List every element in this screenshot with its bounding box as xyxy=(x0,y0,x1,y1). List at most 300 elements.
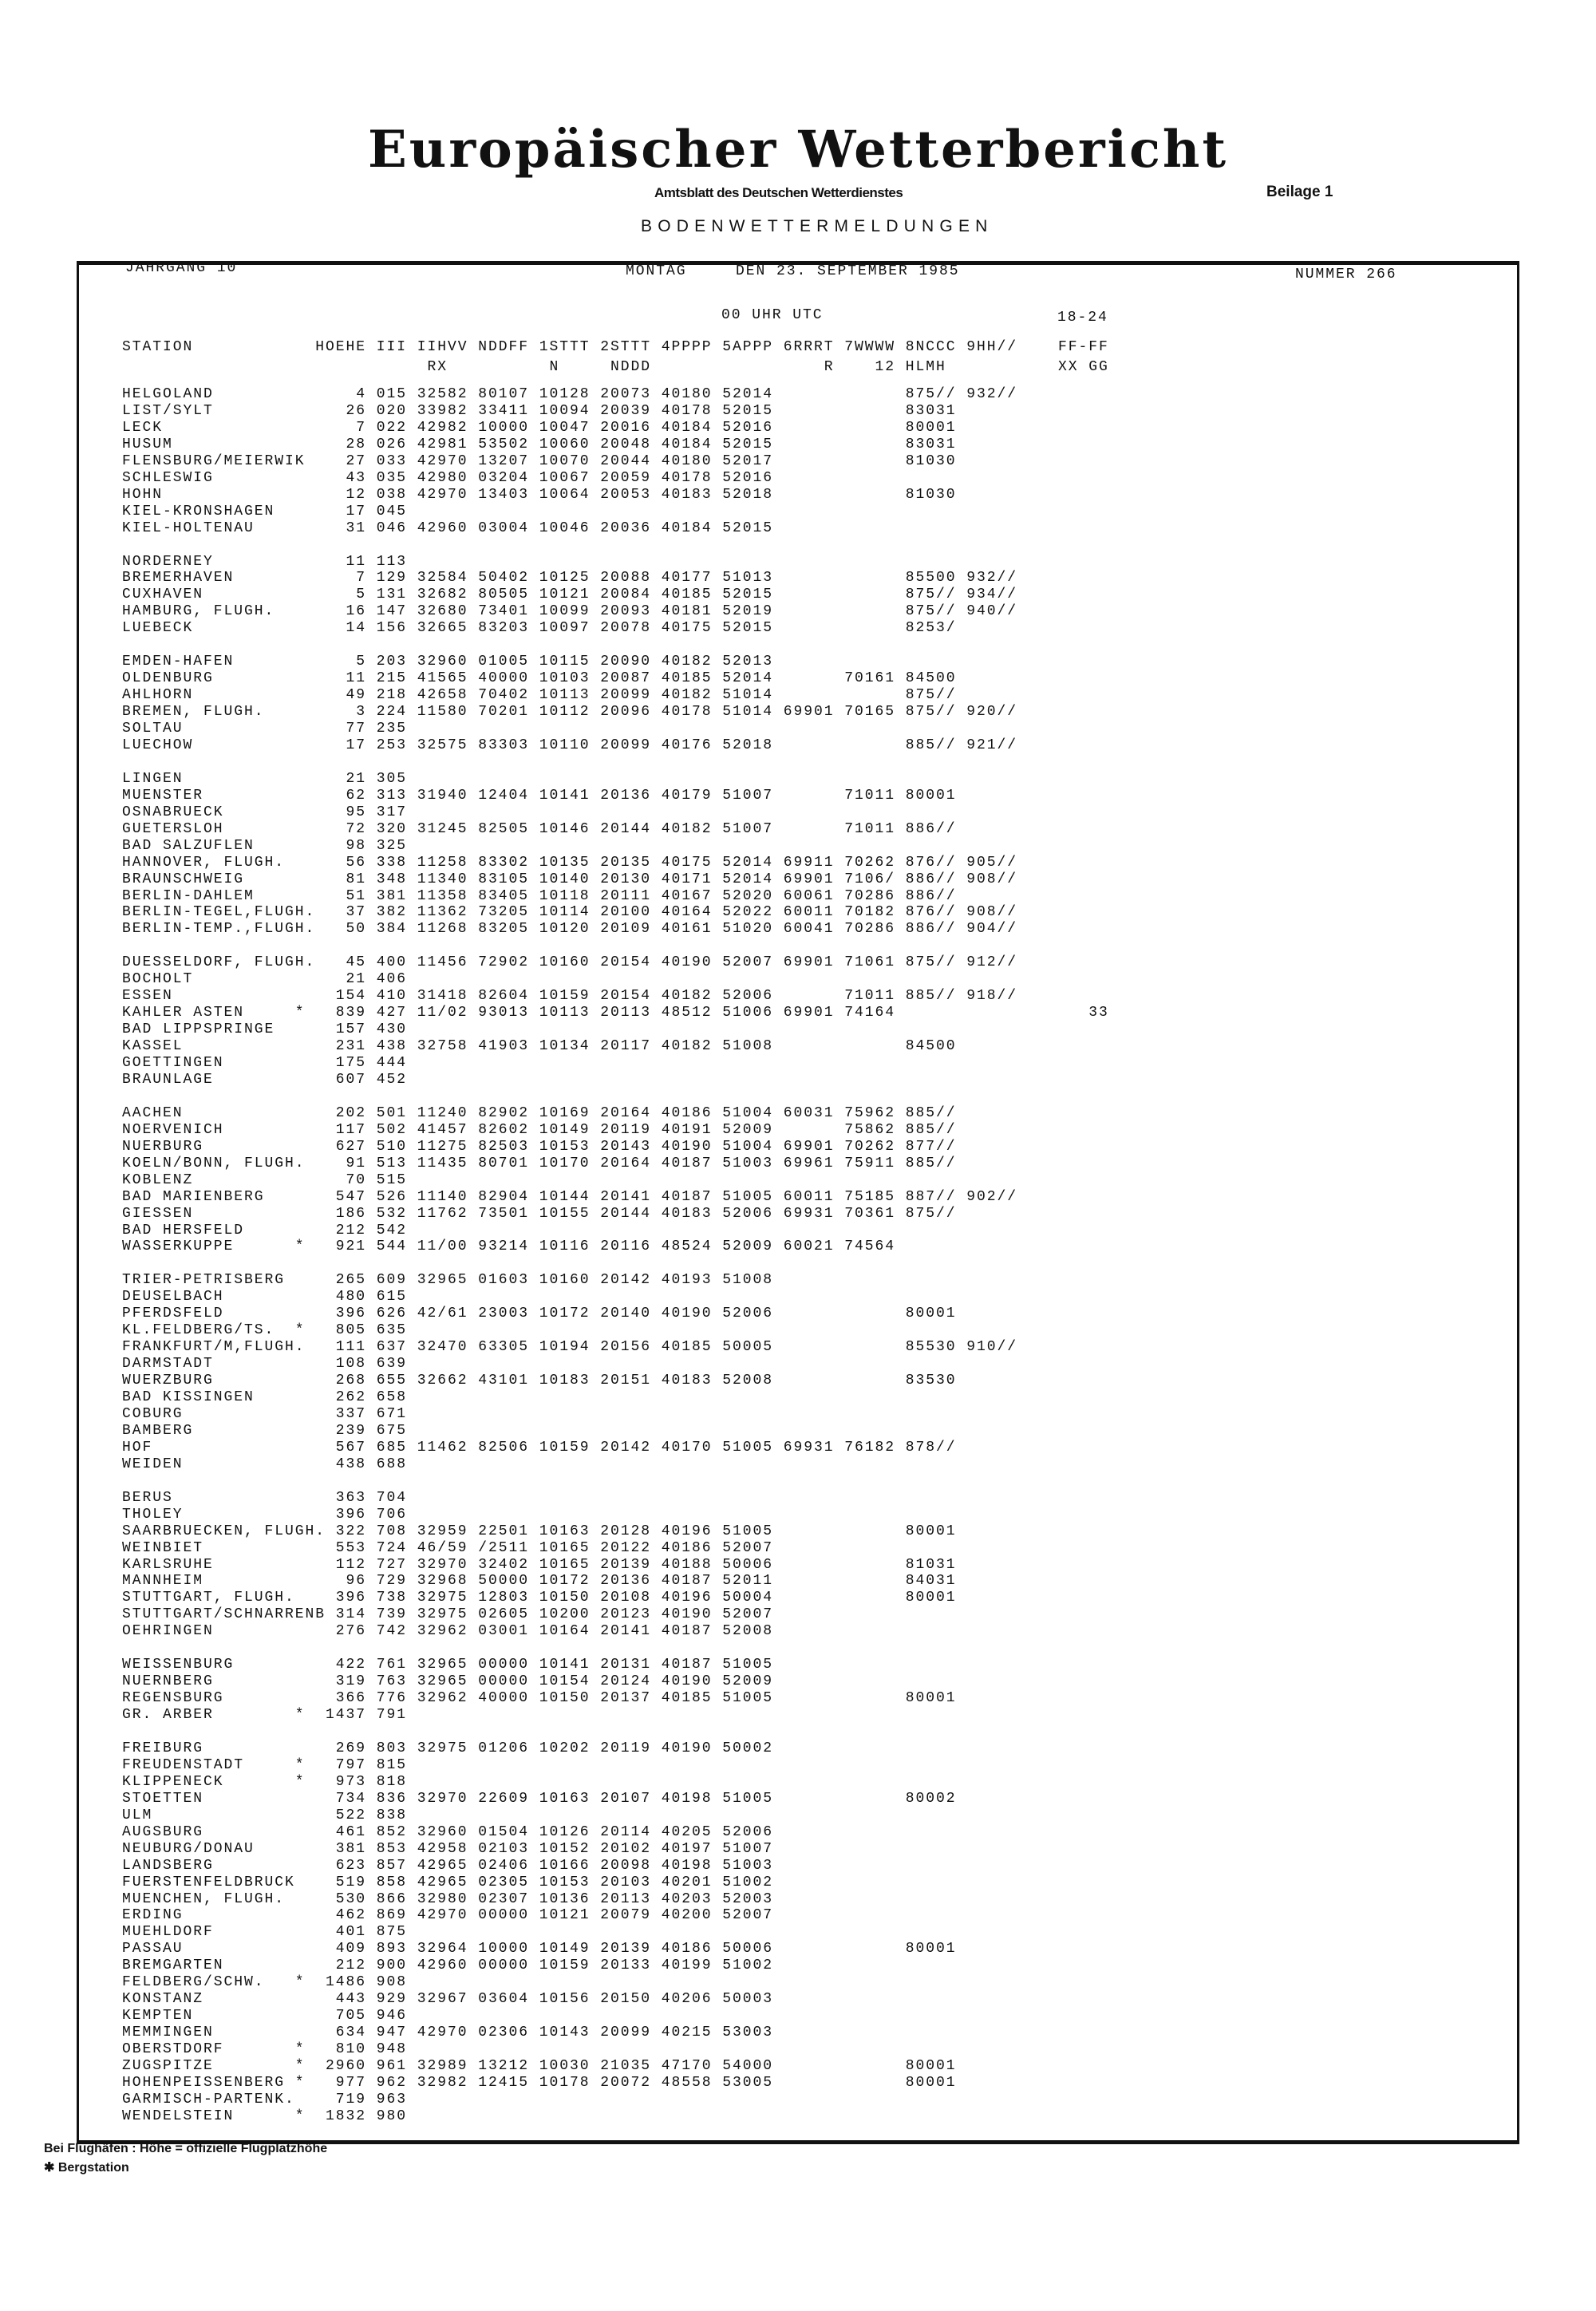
iihvv: 41565 xyxy=(417,670,468,687)
1sttt: 10155 xyxy=(539,1205,591,1222)
4pppp: 40196 xyxy=(661,1590,713,1606)
4pppp: 40177 xyxy=(661,570,713,587)
nddff: 83105 xyxy=(478,871,530,887)
4pppp: 40201 xyxy=(661,1874,713,1890)
2sttt: 20113 xyxy=(600,1005,652,1021)
nddff: 13207 xyxy=(478,452,530,469)
1sttt: 10164 xyxy=(539,1623,591,1640)
1sttt: 10159 xyxy=(539,1957,591,1974)
iihvv: 11275 xyxy=(417,1138,468,1155)
2sttt: 20141 xyxy=(600,1623,652,1640)
station-name: BRAUNLAGE xyxy=(122,1071,214,1088)
table-row xyxy=(122,954,1159,971)
5appp: 51002 xyxy=(722,1874,774,1890)
6rrrt: 69911 xyxy=(783,854,835,871)
2sttt: 20100 xyxy=(600,904,652,921)
height: 422 xyxy=(335,1657,366,1673)
8nccc: 80001 xyxy=(905,1523,957,1539)
iihvv: 32470 xyxy=(417,1339,468,1356)
1sttt: 10115 xyxy=(539,654,591,670)
station-name: PFERDSFELD xyxy=(122,1306,224,1322)
table-row xyxy=(122,1757,1159,1774)
station-name: GOETTINGEN xyxy=(122,1055,224,1071)
station-id: 320 xyxy=(376,820,408,837)
2sttt: 20128 xyxy=(600,1523,652,1539)
table-row xyxy=(122,2008,1159,2025)
table-row xyxy=(122,1974,1159,1991)
nddff: 22501 xyxy=(478,1523,530,1539)
nddff: 02103 xyxy=(478,1840,530,1857)
height: 396 xyxy=(335,1590,366,1606)
9hh: 920// xyxy=(966,704,1018,721)
station-name: BAD KISSINGEN xyxy=(122,1389,255,1405)
table-row xyxy=(122,687,1159,704)
9hh: 904// xyxy=(966,921,1018,938)
4pppp: 40182 xyxy=(661,988,713,1005)
period-label: 18-24 xyxy=(1057,310,1108,326)
height: 461 xyxy=(335,1823,366,1840)
height: 366 xyxy=(335,1690,366,1707)
height: 623 xyxy=(335,1857,366,1874)
height: 719 xyxy=(335,2091,366,2108)
height: 108 xyxy=(335,1356,366,1373)
station-id: 444 xyxy=(376,1055,408,1071)
5appp: 52006 xyxy=(722,1205,774,1222)
8nccc: 80001 xyxy=(905,1941,957,1957)
5appp: 54000 xyxy=(722,2058,774,2074)
station-name: BERLIN-TEMP.,FLUGH. xyxy=(122,921,316,938)
1sttt: 10128 xyxy=(539,386,591,402)
4pppp: 40215 xyxy=(661,2025,713,2041)
4pppp: 40188 xyxy=(661,1556,713,1573)
9hh: 908// xyxy=(966,904,1018,921)
4pppp: 40198 xyxy=(661,1857,713,1874)
table-row xyxy=(122,2058,1159,2075)
iihvv: 32662 xyxy=(417,1373,468,1389)
1sttt: 10163 xyxy=(539,1790,591,1807)
4pppp: 40187 xyxy=(661,1155,713,1171)
8nccc: 886// xyxy=(905,921,957,938)
height: 276 xyxy=(335,1623,366,1640)
station-name: MEMMINGEN xyxy=(122,2025,214,2041)
col-8nccc: 8NCCC xyxy=(905,339,957,355)
height: 705 xyxy=(335,2008,366,2025)
nddff: 12415 xyxy=(478,2074,530,2091)
col-6rrrt: 6RRRT xyxy=(783,339,835,355)
2sttt: 20140 xyxy=(600,1306,652,1322)
height: 95 xyxy=(346,804,366,820)
4pppp: 48558 xyxy=(661,2074,713,2091)
7wwww: 70165 xyxy=(844,704,896,721)
6rrrt: 60011 xyxy=(783,904,835,921)
station-id: 962 xyxy=(376,2074,408,2091)
mountain-marker: * xyxy=(294,2041,306,2058)
table-row xyxy=(122,1223,1159,1239)
1sttt: 10113 xyxy=(539,687,591,704)
station-id: 791 xyxy=(376,1707,408,1724)
1sttt: 10121 xyxy=(539,1907,591,1924)
1sttt: 10150 xyxy=(539,1690,591,1707)
station-id: 253 xyxy=(376,737,408,753)
station-id: 384 xyxy=(376,921,408,938)
station-name: BRAUNSCHWEIG xyxy=(122,871,245,887)
4pppp: 40190 xyxy=(661,1606,713,1623)
2sttt: 20090 xyxy=(600,654,652,670)
1sttt: 10154 xyxy=(539,1673,591,1690)
col-iihvv: IIHVV xyxy=(417,339,468,355)
station-name: TRIER-PETRISBERG xyxy=(122,1272,286,1289)
8nccc: 875// xyxy=(905,587,957,603)
station-id: 908 xyxy=(376,1974,408,1991)
table-row xyxy=(122,1021,1159,1038)
station-id: 727 xyxy=(376,1556,408,1573)
station-name: THOLEY xyxy=(122,1506,184,1523)
height: 268 xyxy=(335,1373,366,1389)
station-id: 325 xyxy=(376,837,408,854)
nddff: 53502 xyxy=(478,436,530,452)
2sttt: 20103 xyxy=(600,1874,652,1890)
2sttt: 20099 xyxy=(600,2025,652,2041)
5appp: 50004 xyxy=(722,1590,774,1606)
station-name: KARLSRUHE xyxy=(122,1556,214,1573)
iihvv: 32682 xyxy=(417,587,468,603)
station-name: LUECHOW xyxy=(122,737,194,753)
station-id: 869 xyxy=(376,1907,408,1924)
volume-label: JAHRGANG 10 xyxy=(125,260,238,276)
4pppp: 40200 xyxy=(661,1907,713,1924)
5appp: 50005 xyxy=(722,1339,774,1356)
4pppp: 40186 xyxy=(661,1104,713,1121)
8nccc: 875// xyxy=(905,704,957,721)
4pppp: 40176 xyxy=(661,737,713,753)
station-name: BREMEN, FLUGH. xyxy=(122,704,265,721)
table-row xyxy=(122,1673,1159,1690)
7wwww: 75862 xyxy=(844,1121,896,1138)
6rrrt: 69931 xyxy=(783,1205,835,1222)
7wwww: 70286 xyxy=(844,887,896,904)
5appp: 52006 xyxy=(722,988,774,1005)
5appp: 52008 xyxy=(722,1623,774,1640)
col-2sttt: 2STTT xyxy=(600,339,652,355)
2sttt: 20039 xyxy=(600,402,652,419)
4pppp: 40170 xyxy=(661,1439,713,1456)
height: 70 xyxy=(346,1171,366,1188)
5appp: 51007 xyxy=(722,820,774,837)
col-nddff: NDDFF xyxy=(478,339,530,355)
nddff: 02605 xyxy=(478,1606,530,1623)
height: 810 xyxy=(335,2041,366,2058)
iihvv: 42/61 xyxy=(417,1306,468,1322)
height: 3 xyxy=(356,704,366,721)
5appp: 51006 xyxy=(722,1005,774,1021)
nddff: 83303 xyxy=(478,737,530,753)
2sttt: 20044 xyxy=(600,452,652,469)
col-7wwww: 7WWWW xyxy=(844,339,896,355)
iihvv: 42658 xyxy=(417,687,468,704)
station-name: BERUS xyxy=(122,1489,173,1506)
station-id: 635 xyxy=(376,1322,408,1339)
5appp: 52015 xyxy=(722,436,774,452)
iihvv: 32960 xyxy=(417,654,468,670)
nddff: 40000 xyxy=(478,670,530,687)
7wwww: 70286 xyxy=(844,921,896,938)
station-name: MUENCHEN, FLUGH. xyxy=(122,1890,286,1907)
height: 11 xyxy=(346,553,366,570)
col-hoehe: HOEHE xyxy=(315,339,367,355)
height: 26 xyxy=(346,402,366,419)
station-name: WEISSENBURG xyxy=(122,1657,235,1673)
height: 51 xyxy=(346,887,366,904)
5appp: 51004 xyxy=(722,1138,774,1155)
height: 56 xyxy=(346,854,366,871)
4pppp: 40182 xyxy=(661,1038,713,1055)
nddff: 50000 xyxy=(478,1573,530,1590)
table-row xyxy=(122,654,1159,670)
height: 45 xyxy=(346,954,366,971)
station-id: 526 xyxy=(376,1188,408,1205)
station-id: 020 xyxy=(376,402,408,419)
station-name: MUEHLDORF xyxy=(122,1924,214,1941)
1sttt: 10060 xyxy=(539,436,591,452)
2sttt: 20096 xyxy=(600,704,652,721)
8nccc: 80001 xyxy=(905,787,957,804)
iihvv: 42965 xyxy=(417,1857,468,1874)
4pppp: 40182 xyxy=(661,654,713,670)
5appp: 51008 xyxy=(722,1272,774,1289)
4pppp: 40197 xyxy=(661,1840,713,1857)
height: 16 xyxy=(346,603,366,620)
table-row xyxy=(122,420,1159,437)
station-name: HANNOVER, FLUGH. xyxy=(122,854,286,871)
height: 396 xyxy=(335,1506,366,1523)
height: 11 xyxy=(346,670,366,687)
2sttt: 20119 xyxy=(600,1121,652,1138)
station-id: 609 xyxy=(376,1272,408,1289)
8nccc: 83031 xyxy=(905,402,957,419)
col-station: STATION xyxy=(122,339,194,355)
1sttt: 10030 xyxy=(539,2058,591,2074)
height: 96 xyxy=(346,1573,366,1590)
height: 98 xyxy=(346,837,366,854)
footnote-mountain-station: ✱ Bergstation xyxy=(44,2161,129,2175)
height: 17 xyxy=(346,503,366,519)
1sttt: 10144 xyxy=(539,1188,591,1205)
iihvv: 11358 xyxy=(417,887,468,904)
station-id: 857 xyxy=(376,1857,408,1874)
4pppp: 40178 xyxy=(661,469,713,486)
nddff: 82604 xyxy=(478,988,530,1005)
nddff: 02306 xyxy=(478,2025,530,2041)
station-name: PASSAU xyxy=(122,1941,184,1957)
6rrrt: 60061 xyxy=(783,887,835,904)
1sttt: 10110 xyxy=(539,737,591,753)
5appp: 50003 xyxy=(722,1991,774,2008)
page-title: Europäischer Wetterbericht xyxy=(368,120,1228,180)
8nccc: 85530 xyxy=(905,1339,957,1356)
2sttt: 20151 xyxy=(600,1373,652,1389)
iihvv: 42982 xyxy=(417,419,468,436)
table-row xyxy=(122,1406,1159,1423)
col-5appp: 5APPP xyxy=(722,339,774,355)
2sttt: 20156 xyxy=(600,1339,652,1356)
station-id: 045 xyxy=(376,503,408,519)
nddff: 50402 xyxy=(478,570,530,587)
table-row xyxy=(122,2041,1159,2058)
9hh: 905// xyxy=(966,854,1018,871)
nddff: 01504 xyxy=(478,1823,530,1840)
station-name: ERDING xyxy=(122,1907,184,1924)
iihvv: 11140 xyxy=(417,1188,468,1205)
iihvv: 32680 xyxy=(417,603,468,620)
iihvv: 32584 xyxy=(417,570,468,587)
6rrrt: 69901 xyxy=(783,954,835,971)
9hh: 910// xyxy=(966,1339,1018,1356)
iihvv: 32959 xyxy=(417,1523,468,1539)
table-row xyxy=(122,871,1159,888)
4pppp: 40206 xyxy=(661,1991,713,2008)
table-row xyxy=(122,587,1159,603)
5appp: 51005 xyxy=(722,1690,774,1707)
1sttt: 10165 xyxy=(539,1556,591,1573)
station-id: 948 xyxy=(376,2041,408,2058)
2sttt: 20144 xyxy=(600,820,652,837)
4pppp: 40171 xyxy=(661,871,713,887)
station-name: HOF xyxy=(122,1439,153,1456)
table-row xyxy=(122,487,1159,504)
4pppp: 40190 xyxy=(661,954,713,971)
4pppp: 40178 xyxy=(661,402,713,419)
4pppp: 40184 xyxy=(661,419,713,436)
weekday-label: MONTAG xyxy=(626,263,687,279)
station-name: HAMBURG, FLUGH. xyxy=(122,603,275,620)
station-id: 381 xyxy=(376,887,408,904)
2sttt: 20053 xyxy=(600,486,652,503)
station-id: 129 xyxy=(376,570,408,587)
1sttt: 10159 xyxy=(539,988,591,1005)
table-row xyxy=(122,1306,1159,1322)
5appp: 51002 xyxy=(722,1957,774,1974)
station-id: 961 xyxy=(376,2058,408,2074)
5appp: 52015 xyxy=(722,587,774,603)
observation-time: 00 UHR UTC xyxy=(721,307,824,323)
8nccc: 885// xyxy=(905,988,957,1005)
4pppp: 40184 xyxy=(661,436,713,452)
height: 231 xyxy=(335,1038,366,1055)
height: 1832 xyxy=(325,2108,366,2124)
iihvv: 32967 xyxy=(417,1991,468,2008)
4pppp: 40184 xyxy=(661,519,713,536)
station-name: NEUBURG/DONAU xyxy=(122,1840,255,1857)
8nccc: 876// xyxy=(905,854,957,871)
table-row xyxy=(122,1623,1159,1640)
4pppp: 40185 xyxy=(661,587,713,603)
table-row xyxy=(122,1322,1159,1339)
5appp: 51007 xyxy=(722,787,774,804)
nddff: 03001 xyxy=(478,1623,530,1640)
station-name: SAARBRUECKEN, FLUGH. xyxy=(122,1523,326,1539)
iihvv: 31245 xyxy=(417,820,468,837)
8nccc: 8253/ xyxy=(905,620,957,637)
height: 28 xyxy=(346,436,366,452)
station-id: 708 xyxy=(376,1523,408,1539)
station-id: 501 xyxy=(376,1104,408,1121)
1sttt: 10116 xyxy=(539,1238,591,1255)
7wwww: 70161 xyxy=(844,670,896,687)
2sttt: 20073 xyxy=(600,386,652,402)
station-id: 218 xyxy=(376,687,408,704)
station-id: 738 xyxy=(376,1590,408,1606)
1sttt: 10114 xyxy=(539,904,591,921)
iihvv: 32975 xyxy=(417,1590,468,1606)
station-name: BAD HERSFELD xyxy=(122,1222,245,1238)
iihvv: 31418 xyxy=(417,988,468,1005)
station-id: 046 xyxy=(376,519,408,536)
station-name: DARMSTADT xyxy=(122,1356,214,1373)
height: 262 xyxy=(335,1389,366,1405)
iihvv: 11762 xyxy=(417,1205,468,1222)
height: 530 xyxy=(335,1890,366,1907)
station-name: FREIBURG xyxy=(122,1740,204,1756)
station-id: 022 xyxy=(376,419,408,436)
table-row xyxy=(122,1339,1159,1356)
station-name: BOCHOLT xyxy=(122,971,194,988)
5appp: 51003 xyxy=(722,1155,774,1171)
8nccc: 877// xyxy=(905,1138,957,1155)
8nccc: 876// xyxy=(905,904,957,921)
iihvv: 32980 xyxy=(417,1890,468,1907)
2sttt: 20113 xyxy=(600,1890,652,1907)
table-row xyxy=(122,470,1159,487)
station-name: EMDEN-HAFEN xyxy=(122,654,235,670)
7wwww: 75962 xyxy=(844,1104,896,1121)
4pppp: 48524 xyxy=(661,1238,713,1255)
2sttt: 20102 xyxy=(600,1840,652,1857)
4pppp: 40179 xyxy=(661,787,713,804)
station-name: HUSUM xyxy=(122,436,173,452)
1sttt: 10156 xyxy=(539,1991,591,2008)
nddff: 13212 xyxy=(478,2058,530,2074)
table-row xyxy=(122,1991,1159,2008)
station-id: 803 xyxy=(376,1740,408,1756)
8nccc: 80001 xyxy=(905,1306,957,1322)
col-9hh: 9HH// xyxy=(966,339,1018,355)
station-id: 836 xyxy=(376,1790,408,1807)
7wwww: 74564 xyxy=(844,1238,896,1255)
height: 31 xyxy=(346,519,366,536)
nddff: 32402 xyxy=(478,1556,530,1573)
station-name: WUERZBURG xyxy=(122,1373,214,1389)
table-row xyxy=(122,1590,1159,1606)
mountain-marker: * xyxy=(294,1974,306,1991)
station-name: BERLIN-TEGEL,FLUGH. xyxy=(122,904,316,921)
table-row xyxy=(122,1072,1159,1088)
height: 607 xyxy=(335,1071,366,1088)
8nccc: 886// xyxy=(905,820,957,837)
station-name: COBURG xyxy=(122,1405,184,1422)
8nccc: 875// xyxy=(905,1205,957,1222)
table-row xyxy=(122,1606,1159,1623)
station-name: CUXHAVEN xyxy=(122,587,204,603)
1sttt: 10152 xyxy=(539,1840,591,1857)
station-id: 626 xyxy=(376,1306,408,1322)
station-name: STUTTGART/SCHNARRENB xyxy=(122,1606,326,1623)
2sttt: 20079 xyxy=(600,1907,652,1924)
1sttt: 10170 xyxy=(539,1155,591,1171)
iihvv: 32964 xyxy=(417,1941,468,1957)
2sttt: 20119 xyxy=(600,1740,652,1756)
nddff: 01206 xyxy=(478,1740,530,1756)
station-id: 510 xyxy=(376,1138,408,1155)
